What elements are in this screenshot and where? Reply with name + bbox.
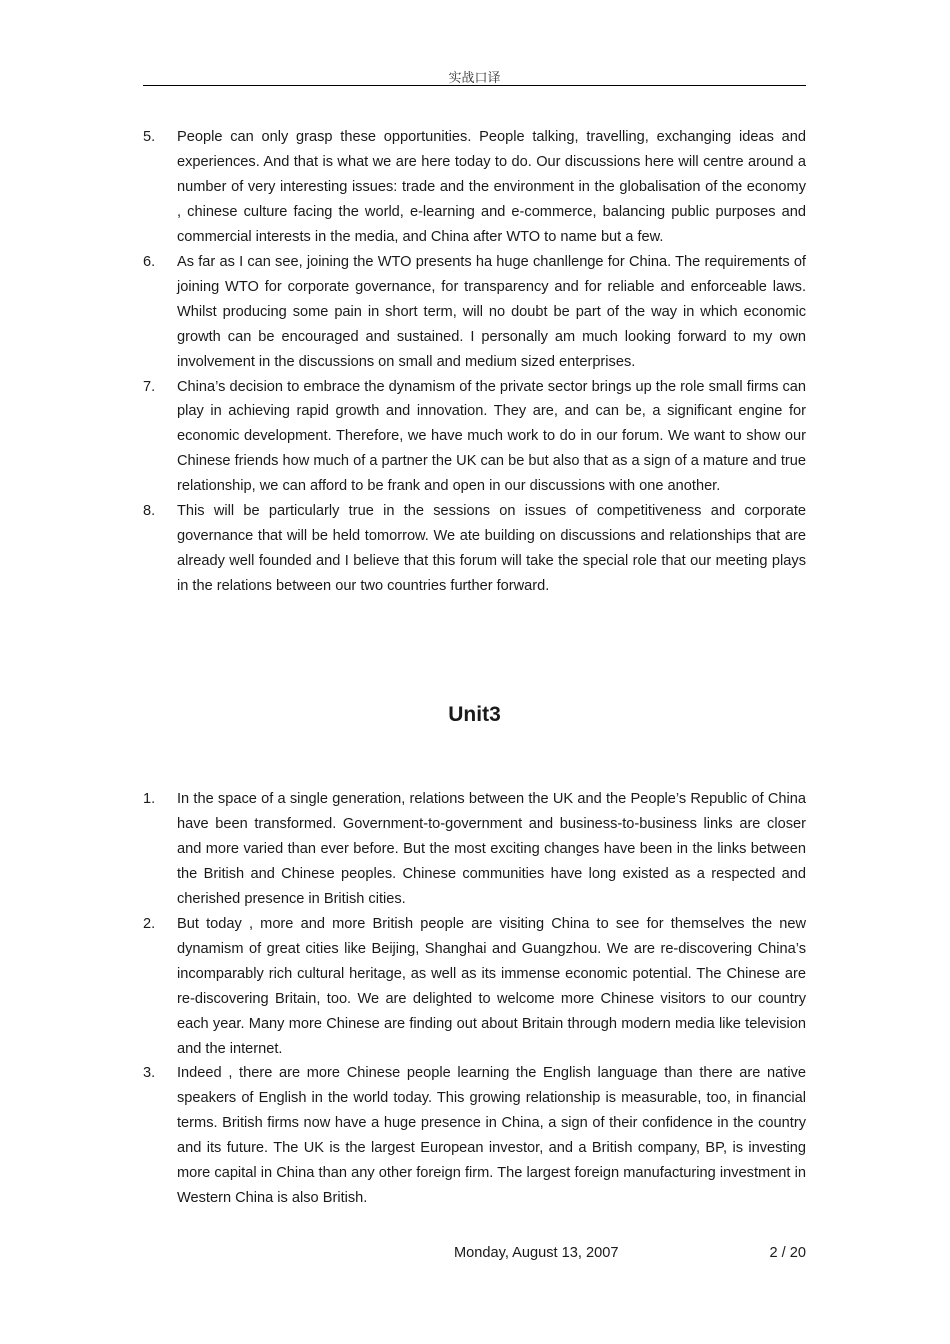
list-item-number: 1. — [143, 791, 156, 807]
list-item — [143, 499, 806, 599]
list-item-number: 3. — [143, 1065, 156, 1082]
list-item-number: 8. — [143, 503, 156, 520]
page-number: 2 / 20 — [769, 1245, 806, 1261]
list-item — [143, 912, 806, 1062]
list-item — [143, 125, 806, 250]
list-item-number: 5. — [143, 129, 156, 145]
list-item-text: Indeed , there are more Chinese people learning the English language than there are native speakers of English in the world today. This growing relationship is measurable, too, in financial terms. British firms now have a huge presence in China, a sign of their confidence in the country and its future. The UK is the largest European investor, and a British company, BP, is investing more capital in China than any other foreign firm. The largest foreign manufacturing investment in Western China is also British. — [177, 1065, 806, 1207]
list-item-number: 7. — [143, 378, 156, 395]
list-item-text: This will be particularly true in the sessions on issues of competitiveness and corporate governance that will be held tomorrow. We ate building on discussions and relationships that are already well founded and I believe that this forum will take the special role that our meeting plays in the relations between our two countries further forward. — [177, 503, 806, 595]
list-item-text: People can only grasp these opportunities. People talking, travelling, exchanging ideas and experiences. And that is what we are here today to do. Our discussions here will centre around a number of very interesting issues: trade and the environment in the globalisation of the economy , chinese culture facing the world, e-learning and e-commerce, balancing public purposes and commercial interests in the media, and China after WTO to name but a few. — [177, 129, 806, 245]
running-header: 实战口译 — [448, 71, 501, 86]
list-item-text: As far as I can see, joining the WTO presents ha huge chanllenge for China. The requirements of joining WTO for corporate governance, for transparency and for reliable and enforceable laws. Whilst producing some pain in short term, will no doubt be part of the way in which economic growth can be encouraged and sustained. I personally am much looking forward to my own involvement in the discussions on small and medium sized enterprises. — [177, 253, 806, 370]
list-item — [143, 250, 806, 375]
list-item — [143, 1061, 806, 1211]
footer-date: Monday, August 13, 2007 — [454, 1245, 619, 1261]
list-item-number: 2. — [143, 915, 156, 932]
list-item-text: But today , more and more British people are visiting China to see for themselves the new dynamism of great cities like Beijing, Shanghai and Guangzhou. We are re-discovering China’s incomparably rich cultural heritage, as well as its immense economic potential. The Chinese are re-discovering Britain, too. We are delighted to welcome more Chinese visitors to our country each year. Many more Chinese are finding out about Britain through modern media like television and the internet. — [177, 915, 806, 1057]
header-rule — [143, 85, 806, 86]
list-item-number: 6. — [143, 253, 156, 270]
list-item — [143, 787, 806, 912]
paragraph-list-continued — [143, 125, 806, 599]
unit-heading: Unit3 — [448, 703, 501, 726]
list-item-text: China’s decision to embrace the dynamism of the private sector brings up the role small firms can play in achieving rapid growth and innovation. They are, and can be, a significant engine for economic development. Therefore, we have much work to do in our forum. We want to show our Chinese friends how much of a partner the UK can be but also that as a sign of a mature and true relationship, we can afford to be frank and open in our discussions with one another. — [177, 378, 806, 495]
list-item-text: In the space of a single generation, relations between the UK and the People’s Republic of China have been transformed. Government-to-government and business-to-business links are closer and more varied than ever before. But the most exciting changes have been in the links between the British and Chinese peoples. Chinese communities have long existed as a respected and cherished presence in British cities. — [177, 791, 806, 907]
paragraph-list-unit3 — [143, 787, 806, 1211]
list-item — [143, 375, 806, 500]
